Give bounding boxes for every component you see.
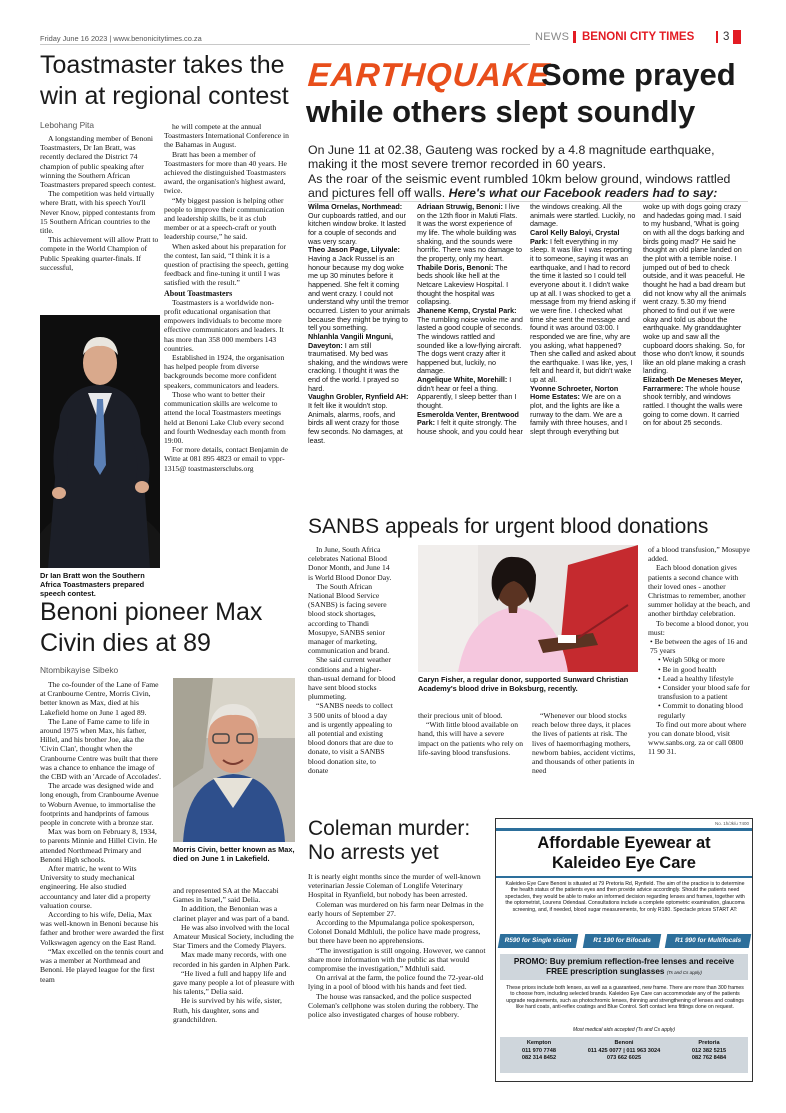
list-item: • Commit to donating blood regularly — [658, 701, 743, 720]
max-photo — [173, 678, 295, 842]
paragraph: After matric, he went to Wits University to study mechanical engineering. He also studied accountancy and later did a property valuation course. — [40, 864, 151, 910]
paragraph: Toastmasters is a worldwide non-profit educational organisation that empowers individuals to become more effective communicators and leaders. It has more than 358 000 members 143 countries. — [164, 297, 284, 353]
intro-line-2: As the roar of the seismic event rumbled 10km below ground, windows rattled and pictures fell off walls. — [308, 171, 731, 201]
red-bar-right — [733, 30, 741, 44]
coleman-headline — [308, 817, 470, 865]
max-col1 — [40, 680, 164, 984]
bratt-photo — [40, 315, 160, 568]
ad-ref: No. 1h/Jk/u 7400 — [714, 821, 749, 826]
paragraph: It is nearly eight months since the murder of well-known veterinarian Jessie Coleman of Longlife Veterinary Hospital in Ryanfield, but nobody has been arrested. — [308, 872, 481, 900]
paragraph: On arrival at the farm, the police found the 72-year-old lying in a pool of blood with his hands and feet tied. — [308, 973, 484, 992]
paragraph: He was also involved with the local Amateur Musical Society, including the Star Timers and the Comedy Players. — [173, 922, 294, 951]
comment: Yvonne Schroeter, Norton Home Estates: We are on a plot, and the lights are like a runway to the dam. We are a family with three houses, and I slept through everything but — [530, 383, 628, 437]
ad-fine-print: These prices include both lenses, as well as a guaranteed, new frame. There are more than 300 frames to choose from, including selected brands. Kaleideo Eye Care can accommodate any of the patients upgrade requirements, such as photochromic lenses, thinning and strengthening of lenses and coatings like hard coats, anti-reflex coatings and Blue Control. Soft contact lens fittings done on request. — [506, 985, 744, 1011]
paragraph: The South African National Blood Service (SANBS) is facing severe blood stock shortages, according to Thandi Mosupye, SANBS senior manager of marketing, communication and brand. — [308, 581, 390, 656]
paragraph: Max was born on February 8, 1934, to parents Minnie and Hillel Civin. He attended Northmead Primary and Benoni High schools. — [40, 827, 158, 864]
coleman-headline-1: Coleman murder: — [308, 817, 471, 840]
toastmaster-headline: Toastmaster takes the win at regional contest — [40, 51, 289, 110]
earthquake-headline-2: while others slept soundly — [306, 94, 696, 129]
promo-line-2 — [500, 967, 748, 978]
ad-mid-stripe — [496, 876, 752, 878]
paragraph: This achievement will allow Pratt to compete in the World Champion of Public Speaking quarter-finals. If successful, — [40, 235, 159, 272]
promo-box — [500, 954, 748, 980]
sanbs-col2 — [418, 711, 524, 757]
paragraph: According to the Mpumalanga police spokesperson, Colonel Donald Mdhluli, the police have made progress, but there have been no apprehensions. — [308, 918, 481, 946]
paragraph: To become a blood donor, you must: — [648, 618, 749, 637]
promo-line-1: PROMO: Buy premium reflection-free lenses and receive — [513, 957, 735, 966]
max-byline: Ntombikayise Sibeko — [40, 665, 119, 675]
subhead: About Toastmasters — [164, 288, 233, 298]
comment: Vaughn Grobler, Rynfield AH: It felt like it wouldn't stop. Animals, alarms, roofs, and birds all went crazy for those few seconds. No damages, at least. — [308, 392, 409, 445]
paragraph: She said current weather conditions and a higher-than-usual demand for blood have sent blood stocks plummeting. — [308, 655, 396, 702]
masthead-rule — [40, 44, 530, 45]
branch-pretoria: Pretoria 012 382 5215 082 762 8484 — [691, 1040, 727, 1061]
paragraph: Each blood donation gives patients a second chance with their loved ones - another Christmas to remember, another summer holiday at the beach, and another birthday celebration. — [648, 563, 751, 619]
comment: woke up with dogs going crazy and hadedas going mad. I said to my husband, 'What is going on with all the dogs barking and birds going mad?' He said he thought an old plane landed on the plot with a terrible noise. I jumped out of bed to check outside, and it was peaceful. He thought he had a bad dream but did not know why all the animals went crazy. 5.30 my friend phoned to find out if we were okay and told us about the earthquake. My granddaughter woke up and saw all the cupboard doors shaking. So, for those who don't know, it sounds like an old plane making a crash landing. — [643, 202, 747, 376]
toastmaster-col2 — [164, 122, 289, 473]
date-url: Friday June 16 2023 | www.benonicitytimes.co.za — [40, 34, 202, 43]
comment: Theo Jason Page, Lilyvale: Having a Jack Russel is an honour because my dog woke me up 30 minutes before it happened. She felt it coming and went crazy. I could not understand why until the tremor occurred. Listen to your animals because they might be trying to tell you something. — [308, 245, 410, 333]
paragraph: “He lived a full and happy life and gave many people a lot of pleasure with his talents,” Delia said. — [173, 968, 295, 997]
price-bifocals: R1 190 for Bifocals — [583, 934, 661, 948]
red-bar-left — [573, 31, 576, 43]
paragraph: In addition, the Benonian was a clarinet player and was part of a band. — [173, 904, 289, 923]
max-headline: Benoni pioneer Max Civin dies at 89 — [40, 598, 263, 657]
comment: Jhanene Kemp, Crystal Park: The rumbling noise woke me and lasted a good couple of seconds. The windows rattled and sounded like a low-flying aircraft. The dogs went crazy after it happened but, luckily, no damage. — [417, 305, 523, 376]
eq-column-4 — [643, 203, 749, 428]
max-caption: Morris Civin, better known as Max, died on June 1 in Lakefield. — [173, 845, 295, 863]
sanbs-col4 — [648, 545, 752, 757]
list-item: • Be between the ages of 16 and 75 years — [650, 637, 748, 656]
donor-photo — [418, 545, 638, 672]
toastmaster-byline: Lebohang Pita — [40, 120, 95, 130]
sanbs-headline: SANBS appeals for urgent blood donations — [308, 515, 709, 538]
toastmaster-col1 — [40, 134, 160, 272]
paragraph: “My biggest passion is helping other people to improve their communication and leadership skills, be it as club member or at a speech-craft or youth leadership course,” he said. — [164, 195, 285, 242]
ad-title — [496, 833, 752, 873]
paragraph: For more details, contact Benjamin de Witte at 081 895 4823 or email to vppr-1315@ toastmastersclubs.org — [164, 445, 288, 473]
comment: Wilma Ornelas, Northmead: Our cupboards rattled, and our kitchen window broke. It lasted for a couple of seconds and was very scary. — [308, 202, 406, 246]
kaleideo-ad — [495, 818, 753, 1082]
paragraph: Those who want to better their communication skills are welcome to attend the local Toastmasters meetings held at Benoni Lake Club every second and fourth Wednesday each month from 19:00. — [164, 389, 286, 445]
paragraph: Coleman was murdered on his farm near Delmas in the early hours of September 27. — [308, 899, 484, 918]
paragraph: The Lane of Fame came to life in around 1975 when Max, his father, Hillel, and his brother Joe, aka the 'Civin Clan', thought when the Cranbourne Centre was built that there was a chance to enhance the image of the CBD with an 'Arcade of Accolades'. — [40, 716, 162, 782]
paragraph: “With little blood available on hand, this will have a severe impact on the patients who rely on life-saving blood transfusions. — [418, 720, 524, 757]
eq-column-1 — [308, 203, 411, 445]
paper-name: BENONI CITY TIMES — [582, 31, 695, 43]
paragraph: “Max excelled on the tennis court and was a member at Northmead and Benoni. He played league for the first team — [40, 946, 164, 984]
paragraph: The co-founder of the Lane of Fame at Cranbourne Centre, Morris Civin, better known as Max, died at his Lakefield home on June 1 aged 89. — [40, 680, 159, 717]
section-label: NEWS — [535, 31, 570, 43]
paragraph: He is survived by his wife, sister, Ruth, his daughter, sons and grandchildren. — [173, 996, 282, 1024]
paragraph: Established in 1924, the organisation has helped people from diverse backgrounds become more confident speakers, communicators and leaders. — [164, 353, 285, 390]
paragraph: of a blood transfusion,” Mosupye added. — [648, 545, 750, 564]
comment: Angelique White, Morehill: I didn't hear or feel a thing. Apparently, I sleep better than I thought. — [417, 375, 517, 411]
ad-title-2: Kaleideo Eye Care — [552, 854, 696, 872]
ad-body: Kaleideo Eye Care Benoni is situated at 79 Pretoria Rd, Rynfield. The aim of the practice is to determine the health status of the patients eyes and then provide advice accordingly. Should the patients need spectacles, they would be able to make an informed decision regarding lenses and frames, together with the optometrist, Lourens Odendaal. Consultations include a complete optometric examination, glaucoma screening, and, if needed, blood sugar measurements, for only R180. Spectacle prices START AT: — [505, 881, 745, 913]
paragraph: The house was ransacked, and the police suspected Coleman's cellphone was stolen during the robbery. The police also investigated charges of house robbery. — [308, 991, 479, 1020]
price-single-vision: R590 for Single vision — [498, 934, 578, 948]
earthquake-headline-1: Some prayed — [541, 57, 736, 92]
comment: Nhlanhla Vangili Mnguni, Daveyton: I am still traumatised. My bed was shaking, and the windows were cracking. I thought it was the end of the world. I prayed so hard. — [308, 331, 408, 393]
comment: Carol Kelly Baloyi, Crystal Park: I felt everything in my sleep. It was like I was reporting it to someone, saying it was an earthquake, and I had to record the time it lasted so I could tell everyone about it. I didn't wake up at all. I was shocked to get a message from my friend asking if we were fine. I checked what time she sent the message and found it was around 03:00. I responded we are fine, why are you asking, what happened? Then she called and asked about the earthquake. I was like, yes, I felt and heard it, but didn't wake up at all. — [530, 227, 636, 385]
list-item: • Lead a healthy lifestyle — [658, 673, 734, 683]
promo-highlight: FREE prescription sunglasses — [546, 967, 665, 976]
list-item: • Weigh 50kg or more — [658, 655, 725, 665]
paragraph: he will compete at the annual Toastmasters International Conference in the Bahamas in August. — [164, 122, 289, 150]
ad-title-1: Affordable Eyewear at — [537, 834, 711, 852]
paragraph: According to his wife, Delia, Max was well-known in Benoni because his father and brother were awarded the first Volkswagen agency on the East Rand. — [40, 910, 164, 947]
paragraph: The arcade was designed wide and long enough, from Cranbourne Avenue to Woburn Avenue, to immortalise the footprints and handprints of famous people in concrete with a bronze star. — [40, 781, 159, 828]
paragraph: their precious unit of blood. — [418, 711, 503, 720]
paragraph: Max made many records, with one recorded in his garden in Alphen Park. — [173, 950, 291, 969]
page-number: 3 — [723, 31, 730, 43]
ad-medical: Most medical aids accepted (Ts and Cs apply) — [572, 1027, 676, 1033]
earthquake-intro — [308, 143, 748, 201]
bratt-caption: Dr Ian Bratt won the Southern Africa Toastmasters prepared speech contest. — [40, 571, 145, 598]
intro-bold: Here's what our Facebook readers had to say: — [448, 186, 718, 201]
promo-terms: (Ts and Cs apply) — [666, 970, 702, 975]
paragraph: Bratt has been a member of Toastmasters for more than 40 years. He achieved the distinguished Toastmasters award, the organisation's highest award, twice. — [164, 149, 287, 196]
list-item: • Consider your blood safe for transfusion to a patient — [658, 683, 750, 702]
red-divider — [716, 31, 718, 43]
earthquake-kicker: EARTHQUAKE — [306, 56, 552, 93]
list-item: • Be in good health — [658, 664, 717, 674]
paragraph: When asked about his preparation for the contest, Ian said, “I think it is a question of practising the speech, getting feedback and fine-tuning it until I was satisfied with the result.” — [164, 241, 289, 288]
paragraph: “SANBS needs to collect 3 500 units of blood a day and is urgently appealing to all potential and existing blood donors that are due to donate, to visit a SANBS blood donation site, to donate — [308, 701, 393, 775]
comment: Adriaan Struwig, Benoni: I live on the 12th floor in Maluti Flats. It was the worst experience of my life. The whole building was shaking, and the sounds were horrific. There was no damage to the property, only my heart. — [417, 202, 522, 263]
paragraph: The competition was held virtually where Bratt, with his speech You'll Never Know, pipped contestants from 15 Southern African countries to the title. — [40, 189, 156, 236]
branches-box — [500, 1037, 748, 1073]
price-multifocals: R1 990 for Multifocals — [665, 934, 751, 948]
ad-top-stripe — [496, 828, 752, 831]
paragraph: “Whenever our blood stocks reach below three days, it places the lives of patients at risk. The lives of haemorrhaging mothers, newborn babies, accident victims, and thousands of other patients in need — [532, 711, 636, 776]
branch-benoni: Benoni 011 425 0077 | 011 963 3024 073 662 6025 — [587, 1040, 661, 1061]
eq-column-3 — [530, 203, 636, 437]
comment: Elizabeth De Meneses Meyer, Farrarmere: The whole house shook terribly, and windows rattled. I thought the walls were going to come down. It carried on for about 25 seconds. — [643, 375, 743, 428]
comment: the windows creaking. All the animals were startled. Luckily, no damage. — [530, 202, 636, 229]
intro-line-1: On June 11 at 02.38, Gauteng was rocked by a 4.8 magnitude earthquake, making it the most severe tremor recorded in 60 years. — [308, 143, 715, 172]
paragraph: and represented SA at the Maccabi Games in Israel,” said Delia. — [173, 886, 279, 905]
max-col2 — [173, 886, 297, 1024]
paragraph: To find out more about where you can donate blood, visit www.sanbs.org. za or call 0800 11 90 31. — [648, 719, 747, 757]
coleman-headline-2: No arrests yet — [308, 841, 439, 864]
coleman-body — [308, 872, 488, 1019]
requirements-list — [648, 637, 752, 720]
sanbs-col3 — [532, 711, 640, 775]
comment: Thabile Doris, Benoni: The beds shook like hell at the Netcare Lakeview Hospital. I thought the hospital was collapsing. — [417, 262, 509, 307]
sanbs-col1 — [308, 545, 396, 775]
paragraph: A longstanding member of Benoni Toastmasters, Dr Ian Bratt, was recently declared the District 74 champion of public speaking after winning the Southern African Toastmasters prepared speech contest. — [40, 134, 156, 190]
comment: Esmerolda Venter, Brentwood Park: I felt it quite strongly. The house shook, and you could hear — [417, 409, 523, 437]
donor-caption: Caryn Fisher, a regular donor, supported Sunward Christian Academy's blood drive in Boksburg, recently. — [418, 675, 629, 693]
paragraph: “The investigation is still ongoing. However, we cannot share more information with the public as that would compromise the investigation,” Mdhluli said. — [308, 945, 486, 974]
paragraph: In June, South Africa celebrates National Blood Donor Month, and June 14 is World Blood Donor Day. — [308, 545, 392, 582]
branch-kempton: Kempton 011 970 7748 082 314 8452 — [521, 1040, 557, 1061]
eq-column-2 — [417, 203, 523, 437]
